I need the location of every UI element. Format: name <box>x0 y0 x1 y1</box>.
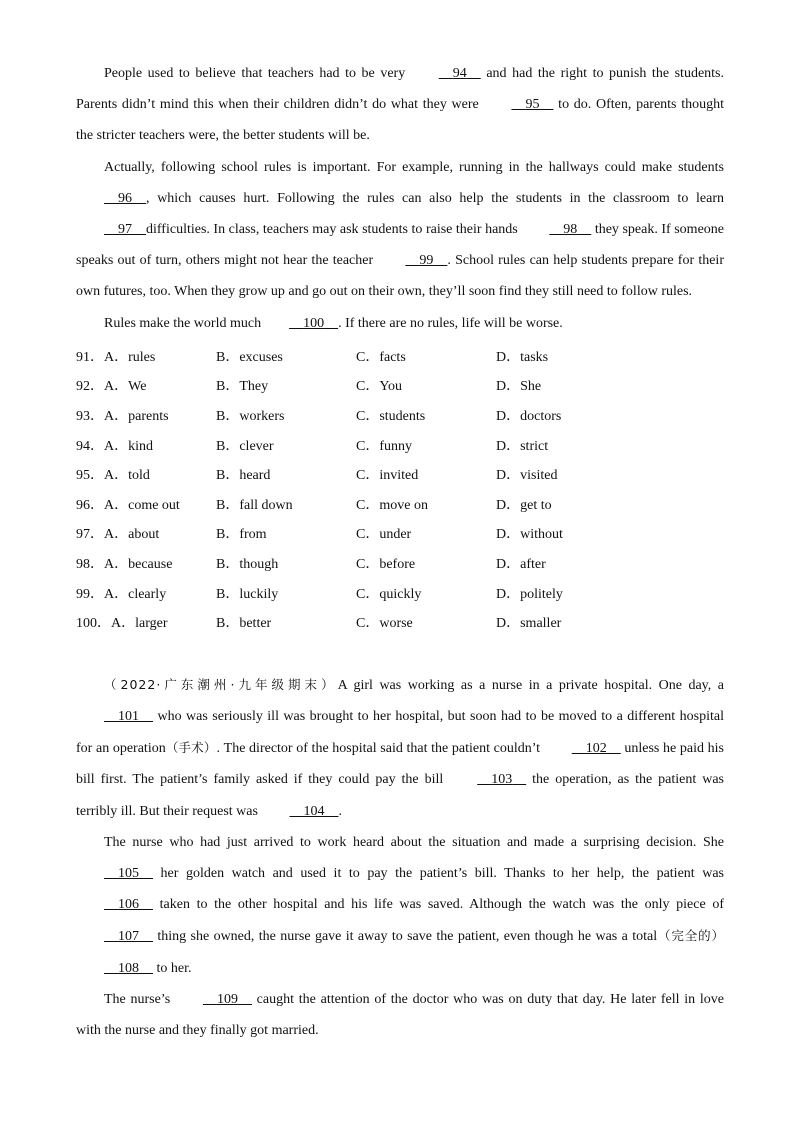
text: and had the right to punish the students. Parents didn’t mind this when their children didn’t do what they were <box>76 66 724 113</box>
blank-95: 95 <box>525 97 540 113</box>
option-a: 91．A．rules <box>76 349 156 365</box>
option-a: 95．A．told <box>76 468 150 484</box>
option-c: C．funny <box>356 438 412 454</box>
option-row-93 <box>76 402 724 432</box>
blank-101: 101 <box>118 708 139 724</box>
option-d: D．after <box>496 556 546 572</box>
passage2-paragraph3 <box>76 984 724 1046</box>
blank-109: 109 <box>216 991 238 1007</box>
text: . If there are no rules, life will be worse. <box>338 315 563 331</box>
blank-104: 104 <box>303 803 325 819</box>
option-a: 97．A．about <box>76 527 160 543</box>
text: caught the attention of the doctor who was on duty that day. He later fell in love with the nurse and they finally got married. <box>76 991 724 1038</box>
option-row-98 <box>76 550 724 580</box>
option-d: D．strict <box>496 438 549 454</box>
blank-102: 102 <box>585 741 607 757</box>
option-c: C．under <box>356 527 412 543</box>
blank-108: 108 <box>118 960 139 976</box>
blank-103: 103 <box>491 772 513 788</box>
passage1-paragraph3 <box>76 308 724 339</box>
option-b: B．fall down <box>216 497 293 513</box>
option-c: C．invited <box>356 468 419 484</box>
option-a: 99．A．clearly <box>76 586 167 602</box>
option-c: C．facts <box>356 349 406 365</box>
passage1-paragraph2 <box>76 152 724 308</box>
option-b: B．They <box>216 379 269 395</box>
passage1-paragraph1 <box>76 58 724 152</box>
option-d: D．She <box>496 379 542 395</box>
text: who was seriously ill was brought to her hospital, but soon had to be moved to a different hospital for an operation <box>76 708 724 757</box>
option-b: B．though <box>216 556 279 572</box>
option-a: 93．A．parents <box>76 409 169 425</box>
option-c: C．move on <box>356 497 428 513</box>
option-a: 98．A．because <box>76 556 173 572</box>
option-c: C．quickly <box>356 586 422 602</box>
option-c: C．You <box>356 379 403 395</box>
option-a: 94．A．kind <box>76 438 153 454</box>
option-d: D．visited <box>496 468 558 484</box>
option-b: B．excuses <box>216 349 283 365</box>
option-d: D．doctors <box>496 409 562 425</box>
option-b: B．luckily <box>216 586 279 602</box>
option-d: D．tasks <box>496 349 549 365</box>
option-b: B．clever <box>216 438 274 454</box>
source-label: （2022·广东潮州·九年级期末） <box>104 676 338 692</box>
option-d: D．get to <box>496 497 552 513</box>
option-row-99 <box>76 580 724 610</box>
option-row-95 <box>76 461 724 491</box>
text: Actually, following school rules is important. For example, running in the hallways could make students <box>104 159 724 175</box>
option-row-100 <box>76 609 724 639</box>
option-b: B．workers <box>216 409 285 425</box>
text: unless he paid his bill first. The patient’s family asked if they could pay the bill <box>76 741 724 788</box>
options-list <box>76 343 724 639</box>
option-b: B．from <box>216 527 267 543</box>
text: to do. Often, parents thought the stricter teachers were, the better students will be. <box>76 97 724 144</box>
text: difficulties. In class, teachers may ask students to raise their hands <box>146 222 522 238</box>
passage2-paragraph2 <box>76 827 724 984</box>
option-a: 100．A．larger <box>76 616 168 632</box>
document-page <box>76 58 724 1046</box>
option-b: B．heard <box>216 468 271 484</box>
text: thing she owned, the nurse gave it away to save the patient, even though he was a total <box>153 929 658 945</box>
option-d: D．without <box>496 527 563 543</box>
text: Rules make the world much <box>104 315 262 331</box>
chinese-gloss: （完全的） <box>657 928 724 944</box>
text: her golden watch and used it to pay the patient’s bill. Thanks to her help, the patient was <box>153 865 724 881</box>
option-a: 92．A．We <box>76 379 147 395</box>
chinese-gloss: （手术） <box>165 740 217 756</box>
option-c: C．students <box>356 409 426 425</box>
text: . <box>338 803 342 819</box>
blank-100: 100 <box>303 315 325 331</box>
blank-99: 99 <box>419 253 434 269</box>
blank-105: 105 <box>118 865 139 881</box>
text: to her. <box>153 960 192 976</box>
option-row-94 <box>76 432 724 462</box>
text: , which causes hurt. Following the rules can also help the students in the classroom to learn <box>146 190 724 206</box>
text: People used to believe that teachers had to be very <box>104 66 411 81</box>
option-d: D．smaller <box>496 616 562 632</box>
text: . School rules can help students prepare for their own futures, too. When they grow up and go out on their own, they’ll soon find they still need to follow rules. <box>76 253 724 300</box>
blank-94: 94 <box>452 66 467 81</box>
blank-107: 107 <box>118 929 139 945</box>
text: The nurse who had just arrived to work heard about the situation and made a surprising decision. She <box>104 834 724 850</box>
text: The nurse’s <box>104 991 175 1007</box>
option-row-92 <box>76 372 724 402</box>
blank-106: 106 <box>118 897 139 913</box>
blank-96: 96 <box>118 190 132 206</box>
text: the operation, as the patient was terribly ill. But their request was <box>76 772 724 819</box>
text: taken to the other hospital and his life was saved. Although the watch was the only piece of <box>153 897 724 913</box>
option-row-91 <box>76 343 724 373</box>
passage2-paragraph1 <box>76 669 724 827</box>
text: . The director of the hospital said that the patient couldn’t <box>216 741 544 757</box>
option-row-96 <box>76 491 724 521</box>
option-c: C．worse <box>356 616 413 632</box>
blank-97: 97 <box>118 222 132 238</box>
blank-98: 98 <box>563 222 578 238</box>
option-c: C．before <box>356 556 416 572</box>
text: they speak. If someone speaks out of turn, others might not hear the teacher <box>76 222 724 269</box>
section-spacer <box>76 639 724 669</box>
option-row-97 <box>76 520 724 550</box>
option-b: B．better <box>216 616 272 632</box>
option-d: D．politely <box>496 586 563 602</box>
text: A girl was working as a nurse in a private hospital. One day, a <box>337 677 725 693</box>
option-a: 96．A．come out <box>76 497 180 513</box>
